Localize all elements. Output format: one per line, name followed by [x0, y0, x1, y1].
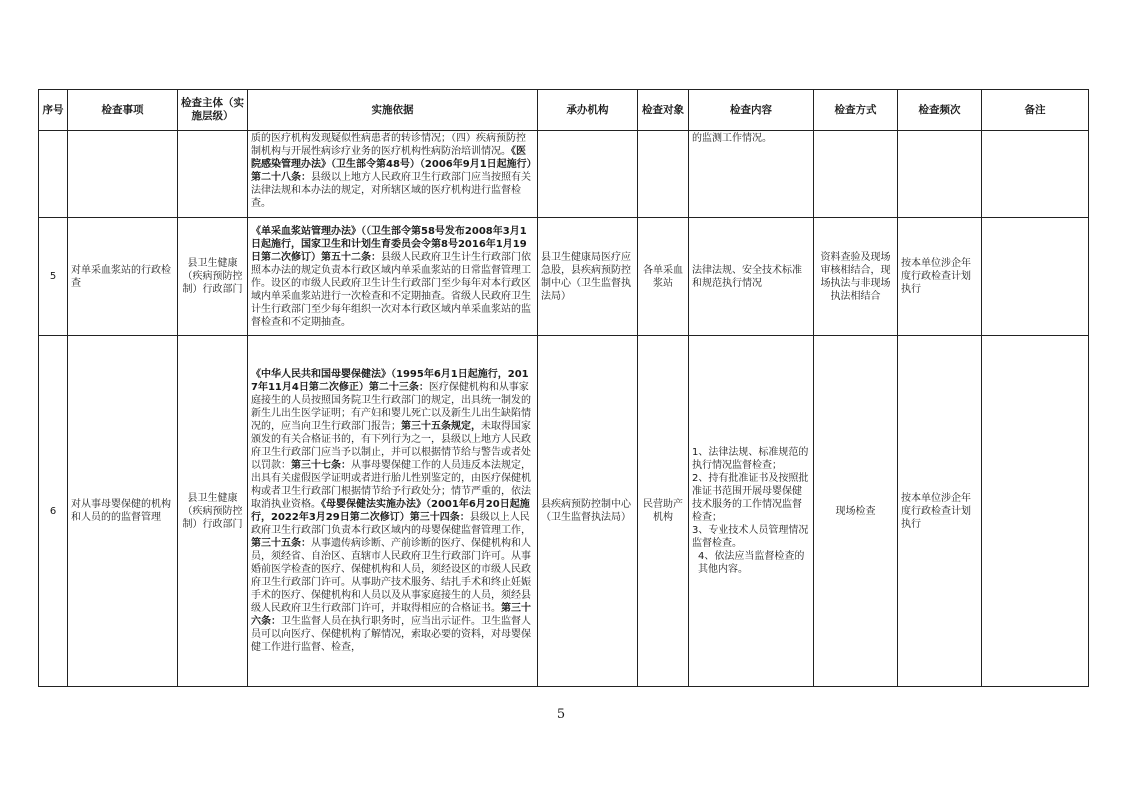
- cell-item: [68, 131, 178, 218]
- cell-frequency: 按本单位涉企年度行政检查计划执行: [898, 218, 982, 336]
- basis-text: 质的医疗机构发现疑似性病患者的转诊情况；（四）疾病预防控制机构与开展性病诊疗业务的医疗机构性病防治培训情况。: [251, 133, 526, 157]
- basis-text: 县级以上地方人民政府卫生行政部门应当按照有关法律法规和本办法的规定，对所辖区域的医疗机构进行监督检查。: [251, 172, 531, 209]
- cell-target: 民营助产机构: [638, 336, 689, 687]
- cell-method: [814, 131, 898, 218]
- cell-subject: 县卫生健康（疾病预防控制）行政部门: [178, 218, 248, 336]
- content-line: 1、法律法规、标准规范的执行情况监督检查；: [692, 447, 809, 471]
- basis-text: 医疗保健机构和从事家庭接生的人员按照国务院卫生行政部门的规定，出具统一制发的新生儿出生医学证明；有产妇和婴儿死亡以及新生儿出生缺陷情况的，应当向卫生行政部门报告；: [251, 382, 531, 432]
- header-note: 备注: [982, 90, 1089, 131]
- cell-basis: [248, 131, 538, 218]
- basis-text: 未取得国家颁发的有关合格证书的，有下列行为之一，县级以上地方人民政府卫生行政部门应当予以制止，并可以根据情节给与警告或者处以罚款：: [251, 421, 531, 471]
- cell-basis: [248, 218, 538, 336]
- table-row: [39, 336, 1089, 687]
- cell-content: 法律法规、安全技术标准和规范执行情况: [689, 218, 814, 336]
- basis-citation: 第三十五条：: [251, 538, 311, 549]
- basis-text: 从事母婴保健工作的人员违反本法规定，出具有关虚假医学证明或者进行胎儿性别鉴定的，由医疗保健机构或者卫生行政部门根据情节给予行政处分；情节严重的，依法取消执业资格。: [251, 460, 531, 510]
- basis-citation: 第三十七条：: [291, 460, 351, 471]
- header-row: [39, 90, 1089, 131]
- header-subject: 检查主体（实施层级）: [178, 90, 248, 131]
- basis-citation: 《单采血浆站管理办法》（（卫生部令第58号发布2008年3月1日起施行，国家卫生和计划生育委员会令第8号2016年1月19日第二次修订）第五十二条：: [251, 225, 527, 263]
- header-org: 承办机构: [538, 90, 638, 131]
- cell-frequency: [898, 131, 982, 218]
- header-target: 检查对象: [638, 90, 689, 131]
- header-basis: 实施依据: [248, 90, 538, 131]
- cell-target: 各单采血浆站: [638, 218, 689, 336]
- cell-basis: [248, 336, 538, 687]
- content-line: 3、专业技术人员管理情况监督检查。: [692, 525, 809, 549]
- basis-citation: 第三十五条规定，: [401, 421, 481, 432]
- cell-frequency: 按本单位涉企年度行政检查计划执行: [898, 336, 982, 687]
- basis-citation: 《医院感染管理办法》（卫生部令第48号）（2006年9月1日起施行）第二十八条：: [251, 146, 532, 183]
- basis-text: 从事遗传病诊断、产前诊断的医疗、保健机构和人员，须经省、自治区、直辖市人民政府卫生行政部门许可。从事婚前医学检查的医疗、保健机构和人员，须经设区的市级人民政府卫生行政部门许可。从事助产技术服务、结扎手术和终止妊娠手术的医疗、保健机构和人员以及从事家庭接生的人员，须经县级人民政府卫生行政部门许可，并取得相应的合格证书。: [251, 538, 531, 614]
- cell-seq: [39, 131, 68, 218]
- cell-subject: 县卫生健康（疾病预防控制）行政部门: [178, 336, 248, 687]
- header-item: 检查事项: [68, 90, 178, 131]
- header-method: 检查方式: [814, 90, 898, 131]
- cell-note: [982, 131, 1089, 218]
- cell-method: 资料查验及现场审核相结合，现场执法与非现场执法相结合: [814, 218, 898, 336]
- cell-method: 现场检查: [814, 336, 898, 687]
- cell-item: 对从事母婴保健的机构和人员的的监督管理: [68, 336, 178, 687]
- basis-citation: 《中华人民共和国母婴保健法》（1995年6月1日起施行，2017年11月4日第二次修正）第二十三条：: [251, 369, 529, 393]
- inspection-table: [38, 89, 1089, 687]
- basis-text: 县级人民政府卫生计生行政部门依照本办法的规定负责本行政区域内单采血浆站的日常监督管理工作。设区的市级人民政府卫生计生行政部门至少每年对本行政区域内单采血浆站进行一次检查和不定期抽查。省级人民政府卫生计生行政部门至少每年组织一次对本行政区域内单采血浆站的监督检查和不定期抽查。: [251, 251, 531, 328]
- basis-text: 卫生监督人员在执行职务时，应当出示证件。卫生监督人员可以向医疗、保健机构了解情况，索取必要的资料，对母婴保健工作进行监督、检查，: [251, 616, 531, 653]
- content-line: 4、依法应当监督检查的其他内容。: [698, 551, 805, 575]
- basis-text: 县级以上人民政府卫生行政部门负责本行政区域内的母婴保健监督管理工作，: [251, 512, 531, 536]
- cell-seq: 5: [39, 218, 68, 336]
- cell-content: [689, 336, 814, 687]
- basis-citation: 《母婴保健法实施办法》（2001年6月20日起施行，2022年3月29日第二次修订）第三十四条：: [251, 499, 530, 523]
- content-line: 2、持有批准证书及按照批准证书范围开展母婴保健技术服务的工作情况监督检查；: [692, 473, 809, 523]
- cell-item: 对单采血浆站的行政检查: [68, 218, 178, 336]
- cell-note: [982, 218, 1089, 336]
- table-row: [39, 218, 1089, 336]
- cell-org: [538, 131, 638, 218]
- cell-target: [638, 131, 689, 218]
- cell-note: [982, 336, 1089, 687]
- table-row: [39, 131, 1089, 218]
- header-seq: 序号: [39, 90, 68, 131]
- cell-content: 的监测工作情况。: [689, 131, 814, 218]
- header-frequency: 检查频次: [898, 90, 982, 131]
- cell-org: 县卫生健康局医疗应急股，县疾病预防控制中心（卫生监督执法局）: [538, 218, 638, 336]
- basis-citation: 第三十六条：: [251, 603, 531, 627]
- cell-org: 县疾病预防控制中心（卫生监督执法局）: [538, 336, 638, 687]
- cell-seq: 6: [39, 336, 68, 687]
- cell-subject: [178, 131, 248, 218]
- page-number: 5: [556, 707, 566, 722]
- header-content: 检查内容: [689, 90, 814, 131]
